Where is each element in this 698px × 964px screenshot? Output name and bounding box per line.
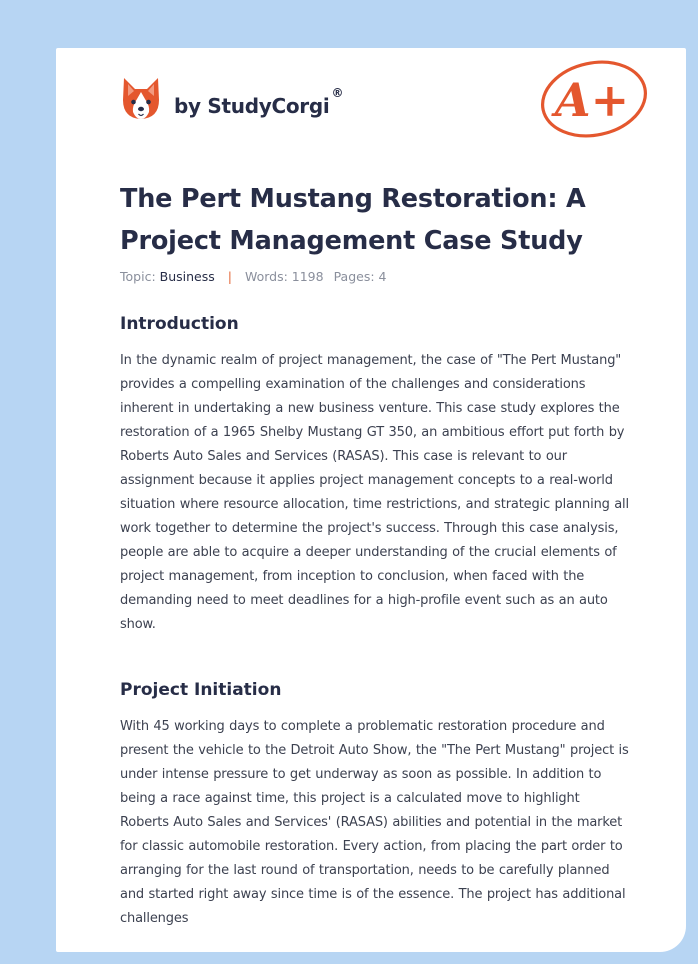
- page-count: Pages: 4: [333, 269, 387, 284]
- registered-mark: ®: [331, 86, 344, 100]
- document-page: [56, 48, 686, 952]
- corgi-icon: [120, 76, 162, 122]
- topic-link[interactable]: Business: [159, 269, 215, 284]
- studycorgi-logo[interactable]: [120, 76, 343, 122]
- section-heading: Project Initiation: [120, 680, 282, 700]
- article-meta: [120, 269, 387, 284]
- section-paragraph: With 45 working days to complete a problematic restoration procedure and present the vehicle to the Detroit Auto Show, the "The Pert Mustang" project is under intense pressure to get underway as soon as possible. In addition to being a race against time, this project is a calculated move to highlight Roberts Auto Sales and Services' (RASAS) abilities and potential in the market for classic automobile restoration. Every action, from placing the part order to arranging for the last round of transportation, needs to be carefully planned and started right away since time is of the essence. The project has additional challenges: [120, 719, 629, 926]
- meta-separator: |: [227, 269, 232, 284]
- grade-badge: [538, 58, 650, 140]
- word-count: Words: 1198: [244, 269, 324, 284]
- topic-label: Topic:: [120, 269, 156, 284]
- section-paragraph: In the dynamic realm of project management, the case of "The Pert Mustang" provides a compelling examination of the challenges and considerations inherent in undertaking a new business venture. This case study explores the restoration of a 1965 Shelby Mustang GT 350, an ambitious effort put forth by Roberts Auto Sales and Services (RASAS). This case is relevant to our assignment because it applies project management concepts to a real-world situation where resource allocation, time restrictions, and strategic planning all work together to determine the project's success. Through this case analysis, people are able to acquire a deeper understanding of the crucial elements of project management, from inception to conclusion, when faced with the demanding need to meet deadlines for a high-profile event such as an auto show.: [120, 353, 629, 632]
- section-heading: Introduction: [120, 314, 239, 334]
- brand-name: by StudyCorgi®: [174, 86, 344, 118]
- grade-text: A+: [554, 73, 630, 127]
- article-title: The Pert Mustang Restoration: A Project Management Case Study: [120, 184, 586, 256]
